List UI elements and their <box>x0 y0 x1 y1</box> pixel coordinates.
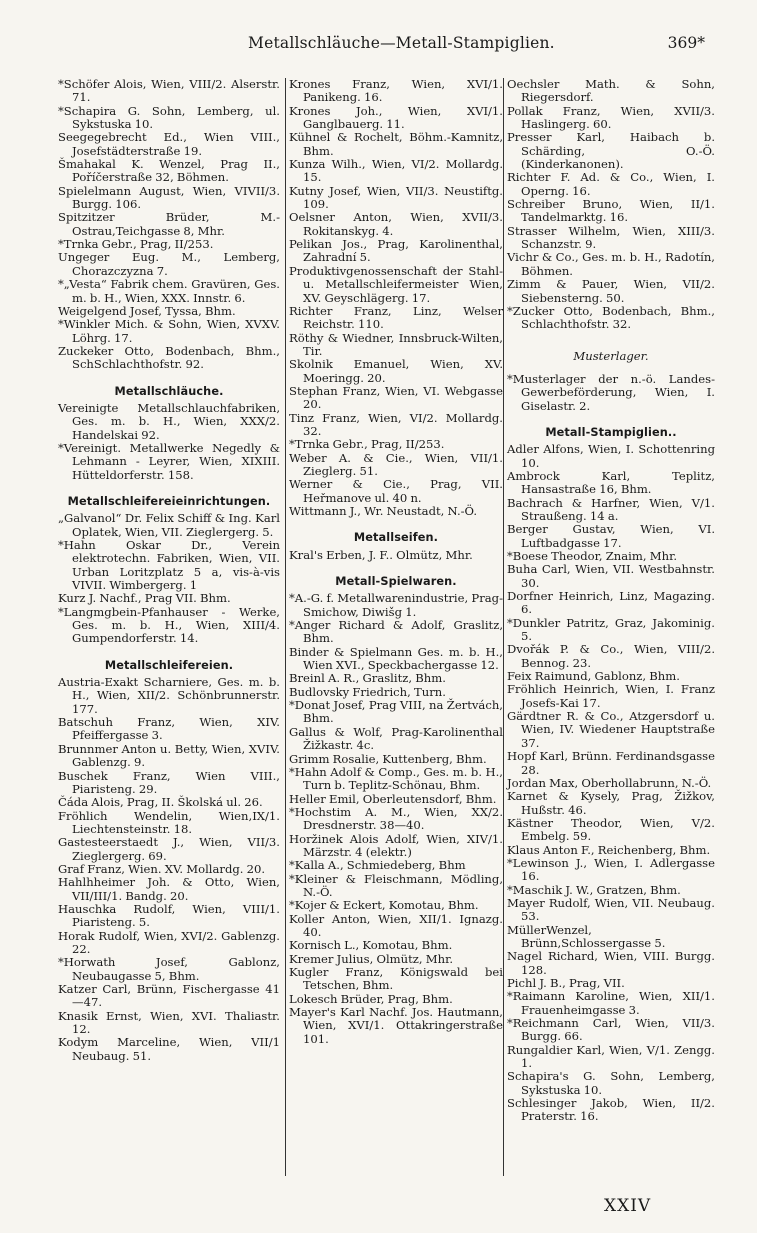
page-title: Metallschläuche—Metall-Stampiglien. <box>248 34 555 52</box>
directory-entry: Ungeger Eug. M., Lemberg, Chorazczyzna 7. <box>58 250 280 278</box>
directory-entry: *Zucker Otto, Bodenbach, Bhm., Schlachthofstr. 32. <box>507 303 715 332</box>
directory-entry: Hopf Karl, Brünn. Ferdinandsgasse 28. <box>507 749 715 777</box>
directory-entry: Wittmann J., Wr. Neustadt, N.-Ö. <box>289 504 478 518</box>
directory-entry: *A.-G. f. Metallwarenindustrie, Prag-Smichow, Diwišg 1. <box>289 591 503 619</box>
directory-entry: *Anger Richard & Adolf, Graslitz, Bhm. <box>289 618 503 646</box>
directory-entry: Gallus & Wolf, Prag-Karolinenthal Žižkastr. 4c. <box>289 724 503 753</box>
directory-entry: Horžinek Alois Adolf, Wien, XIV/1. Märzstr. 4 (elektr.) <box>289 831 503 859</box>
directory-entry: *Schöfer Alois, Wien, VIII/2. Alserstr. 71. <box>58 77 280 105</box>
directory-entry: Bachrach & Harfner, Wien, V/1. Straußeng. 14 a. <box>507 495 715 523</box>
section-heading: Metallschläuche. <box>114 384 224 398</box>
directory-entry: Schlesinger Jakob, Wien, II/2. Praterstr. 16. <box>507 1096 715 1124</box>
directory-entry: Austria-Exakt Scharniere, Ges. m. b. H., Wien, XII/2. Schönbrunnerstr. 177. <box>58 675 280 716</box>
directory-entry: Karnet & Kysely, Prag, Žižkov, Hußstr. 46. <box>507 789 715 817</box>
directory-entry: *Kojer & Eckert, Komotau, Bhm. <box>289 898 479 913</box>
directory-entry: Vereinigte Metallschlauchfabriken, Ges. m. b. H., Wien, XXX/2. Handelskai 92. <box>58 400 280 442</box>
directory-entry: *Donat Josef, Prag VIII, na Žertvách, Bhm. <box>289 698 503 726</box>
directory-entry: Ambrock Karl, Teplitz, Hansastraße 16, Bhm. <box>507 468 715 497</box>
directory-entry: Skolnik Emanuel, Wien, XV. Moeringg. 20. <box>289 357 503 385</box>
column-middle <box>289 78 503 1046</box>
section-heading: Metall-Spielwaren. <box>335 575 457 589</box>
directory-entry: *Horwath Josef, Gablonz, Neubaugasse 5, Bhm. <box>58 955 280 983</box>
directory-entry: *Kleiner & Fleischmann, Mödling, N.-Ö. <box>289 871 503 899</box>
directory-entry: Kodym Marceline, Wien, VII/1 Neubaug. 51. <box>58 1035 280 1063</box>
directory-entry: Čáda Alois, Prag, II. Školská ul. 26. <box>58 795 263 810</box>
directory-entry: Krones Franz, Wien, XVI/1. Panikeng. 16. <box>289 77 503 105</box>
directory-entry: Gastesteerstaedt J., Wien, VII/3. Zieglergerg. 69. <box>58 835 280 863</box>
directory-entry: Richter F. Ad. & Co., Wien, I. Operng. 16. <box>507 170 715 198</box>
section-heading: Metallschleifereien. <box>104 658 234 672</box>
directory-entry: Budlovsky Friedrich, Turn. <box>289 684 446 699</box>
directory-entry: Jordan Max, Oberhollabrunn, N.-Ö. <box>507 775 712 790</box>
page-header <box>0 34 757 54</box>
directory-entry: Mayer's Karl Nachf. Jos. Hautmann, Wien, XVI/1. Ottakringerstraße 101. <box>289 1005 503 1046</box>
column-rule-right <box>503 78 504 1176</box>
directory-entry: Katzer Carl, Brünn, Fischergasse 41—47. <box>58 982 280 1010</box>
directory-entry: *Winkler Mich. & Sohn, Wien, XVXV. Löhrg. 17. <box>58 317 280 345</box>
directory-entry: Oechsler Math. & Sohn, Riegersdorf. <box>507 77 715 105</box>
directory-entry: Hahlhheimer Joh. & Otto, Wien, VII/III/1. Bandg. 20. <box>58 875 280 903</box>
directory-entry: Spitzitzer Brüder, M.-Ostrau,Teichgasse 8, Mhr. <box>58 210 280 238</box>
signature-mark: XXIV <box>604 1196 652 1216</box>
directory-entry: Krones Joh., Wien, XVI/1. Ganglbauerg. 11. <box>289 103 503 132</box>
directory-entry: *Hahn Oskar Dr., Verein elektrotechn. Fabriken, Wien, VII. Urban Loritzplatz 5 a, vis-à-vis VIVII. Wimbergerg. 1 <box>58 538 280 593</box>
directory-entry: Dorfner Heinrich, Linz, Magazing. 6. <box>507 589 715 617</box>
directory-entry: *Trnka Gebr., Prag, II/253. <box>289 437 445 452</box>
directory-entry: Produktivgenossenschaft der Stahl- u. Metallschleifermeister Wien, XV. Geyschlägerg. 17. <box>289 263 503 305</box>
directory-entry: Schreiber Bruno, Wien, II/1. Tandelmarktg. 16. <box>507 197 715 225</box>
directory-entry: Richter Franz, Linz, Welser Reichstr. 110. <box>289 303 503 332</box>
directory-entry: Nagel Richard, Wien, VIII. Burgg. 128. <box>507 949 715 977</box>
directory-entry: *„Vesta“ Fabrik chem. Gravüren, Ges. m. b. H., Wien, XXX. Innstr. 6. <box>58 277 280 305</box>
directory-entry: *Dunkler Patritz, Graz, Jakominig. 5. <box>507 615 715 644</box>
directory-entry: Kugler Franz, Königswald bei Tetschen, Bhm. <box>289 965 503 993</box>
directory-entry: „Galvanol“ Dr. Felix Schiff & Ing. Karl Oplatek, Wien, VII. Zieglergerg. 5. <box>58 511 280 539</box>
directory-entry: *Langmgbein-Pfanhauser - Werke, Ges. m. b. H., Wien, XIII/4. Gumpendorferstr. 14. <box>58 604 280 646</box>
directory-entry: Kästner Theodor, Wien, V/2. Embelg. 59. <box>507 815 715 844</box>
column-right <box>507 78 715 1124</box>
directory-entry: Adler Alfons, Wien, I. Schottenring 10. <box>507 442 715 470</box>
directory-entry: Dvořák P. & Co., Wien, VIII/2. Bennog. 23. <box>507 642 715 670</box>
directory-entry: Brunnmer Anton u. Betty, Wien, XVIV. Gablenzg. 9. <box>58 741 280 770</box>
directory-entry: Knasik Ernst, Wien, XVI. Thaliastr. 12. <box>58 1008 280 1037</box>
directory-entry: Tinz Franz, Wien, VI/2. Mollardg. 32. <box>289 410 503 438</box>
directory-entry: *Reichmann Carl, Wien, VII/3. Burgg. 66. <box>507 1016 715 1044</box>
directory-entry: Kral's Erben, J. F.. Olmütz, Mhr. <box>289 547 473 562</box>
directory-entry: *Trnka Gebr., Prag, II/253. <box>58 237 214 252</box>
directory-entry: Graf Franz, Wien. XV. Mollardg. 20. <box>58 861 266 876</box>
directory-entry: Gärdtner R. & Co., Atzgersdorf u. Wien, IV. Wiedener Hauptstraße 37. <box>507 709 715 750</box>
page-number: 369* <box>667 34 705 52</box>
directory-entry: Röthy & Wiedner, Innsbruck-Wilten, Tir. <box>289 330 503 358</box>
directory-entry: Presser Karl, Haibach b. Schärding, O.-Ö. (Kinderkanonen). <box>507 130 715 172</box>
directory-entry: *Kalla A., Schmiedeberg, Bhm <box>289 858 466 873</box>
column-rule-left <box>285 78 286 1176</box>
directory-entry: Rungaldier Karl, Wien, V/1. Zengg. 1. <box>507 1042 715 1071</box>
directory-entry: Pollak Franz, Wien, XVII/3. Haslingerg. 60. <box>507 103 715 132</box>
section-heading: Metallseifen. <box>353 531 439 545</box>
directory-entry: Kunza Wilh., Wien, VI/2. Mollardg. 15. <box>289 157 503 185</box>
directory-entry: Horak Rudolf, Wien, XVI/2. Gablenzg. 22. <box>58 928 280 956</box>
directory-entry: Buschek Franz, Wien VIII., Piaristeng. 29. <box>58 768 280 796</box>
directory-entry: Seegegebrecht Ed., Wien VIII., Josefstädterstraße 19. <box>58 130 280 158</box>
section-heading: Musterlager. <box>573 348 649 363</box>
directory-entry: Zuckeker Otto, Bodenbach, Bhm., SchSchlachthofstr. 92. <box>58 343 280 372</box>
directory-entry: *Maschik J. W., Gratzen, Bhm. <box>507 882 681 897</box>
directory-entry: Pelikan Jos., Prag, Karolinenthal, Zahradní 5. <box>289 237 503 265</box>
section-heading: Metallschleifereieinrichtungen. <box>67 494 271 508</box>
directory-entry: MüllerWenzel, Brünn,Schlossergasse 5. <box>507 922 666 950</box>
directory-entry: *Hahn Adolf & Comp., Ges. m. b. H., Turn b. Teplitz-Schönau, Bhm. <box>289 764 503 793</box>
directory-entry: Pichl J. B., Prag, VII. <box>507 976 625 990</box>
directory-entry: Zimm & Pauer, Wien, VII/2. Siebensterng. 50. <box>507 277 715 305</box>
directory-entry: Kühnel & Rochelt, Böhm.-Kamnitz, Bhm. <box>289 130 503 158</box>
directory-entry: Kutny Josef, Wien, VII/3. Neustiftg. 109. <box>289 183 503 212</box>
directory-entry: Fröhlich Wendelin, Wien,IX/1. Liechtensteinstr. 18. <box>58 808 280 836</box>
directory-entry: *Boese Theodor, Znaim, Mhr. <box>507 549 678 563</box>
column-left <box>58 78 280 1063</box>
directory-entry: Kornisch L., Komotau, Bhm. <box>289 938 453 953</box>
directory-entry: Klaus Anton F., Reichenberg, Bhm. <box>507 842 711 857</box>
section-heading: Metall-Stampiglien.. <box>545 425 677 439</box>
directory-entry: Spielelmann August, Wien, VIVII/3. Burgg. 106. <box>58 183 280 212</box>
directory-entry: Berger Gustav, Wien, VI. Luftbadgasse 17. <box>507 522 715 550</box>
directory-entry: Oelsner Anton, Wien, XVII/3. Rokitanskyg. 4. <box>289 210 503 238</box>
directory-entry: Lokesch Brüder, Prag, Bhm. <box>289 991 453 1006</box>
directory-entry: Buha Carl, Wien, VII. Westbahnstr. 30. <box>507 562 715 590</box>
directory-entry: *Lewinson J., Wien, I. Adlergasse 16. <box>507 855 715 884</box>
directory-entry: Werner & Cie., Prag, VII. Heřmanove ul. 40 n. <box>289 477 503 505</box>
directory-entry: Šmahakal K. Wenzel, Prag II., Poříčerstraße 32, Böhmen. <box>58 157 280 185</box>
directory-entry: Heller Emil, Oberleutensdorf, Bhm. <box>289 791 497 806</box>
directory-entry: Binder & Spielmann Ges. m. b. H., Wien XVI., Speckbachergasse 12. <box>289 644 503 673</box>
directory-entry: Schapira's G. Sohn, Lemberg, Sykstuska 10. <box>507 1069 715 1097</box>
directory-entry: *Vereinigt. Metallwerke Negedly & Lehmann - Leyrer, Wien, XIXIII. Hütteldorferstr. 158. <box>58 440 280 482</box>
directory-entry: Weigelgend Josef, Tyssa, Bhm. <box>58 303 236 318</box>
directory-entry: Batschuh Franz, Wien, XIV. Pfeiffergasse 3. <box>58 715 280 743</box>
directory-entry: *Raimann Karoline, Wien, XII/1. Frauenheimgasse 3. <box>507 989 715 1017</box>
directory-entry: *Schapira G. Sohn, Lemberg, ul. Sykstuska 10. <box>58 103 280 132</box>
directory-entry: Kurz J. Nachf., Prag VII. Bhm. <box>58 591 231 606</box>
directory-entry: Hauschka Rudolf, Wien, VIII/1. Piaristeng. 5. <box>58 901 280 930</box>
directory-entry: Kremer Julius, Olmütz, Mhr. <box>289 951 454 966</box>
directory-entry: Grimm Rosalie, Kuttenberg, Bhm. <box>289 751 487 766</box>
directory-entry: *Hochstim A. M., Wien, XX/2. Dresdnerstr. 38—40. <box>289 804 503 833</box>
directory-entry: Vichr & Co., Ges. m. b. H., Radotín, Böhmen. <box>507 250 715 278</box>
directory-entry: Strasser Wilhelm, Wien, XIII/3. Schanzstr. 9. <box>507 223 715 252</box>
directory-entry: Weber A. & Cie., Wien, VII/1. Zieglerg. 51. <box>289 450 503 478</box>
directory-entry: Feix Raimund, Gablonz, Bhm. <box>507 669 680 684</box>
directory-entry: *Musterlager der n.-ö. Landes-Gewerbeförderung, Wien, I. Giselastr. 2. <box>507 371 715 413</box>
directory-entry: Fröhlich Heinrich, Wien, I. Franz Josefs-Kai 17. <box>507 682 715 710</box>
directory-entry: Mayer Rudolf, Wien, VII. Neubaug. 53. <box>507 895 715 924</box>
directory-entry: Koller Anton, Wien, XII/1. Ignazg. 40. <box>289 911 503 939</box>
directory-entry: Breinl A. R., Graslitz, Bhm. <box>289 671 446 686</box>
directory-entry: Stephan Franz, Wien, VI. Webgasse 20. <box>289 383 503 412</box>
